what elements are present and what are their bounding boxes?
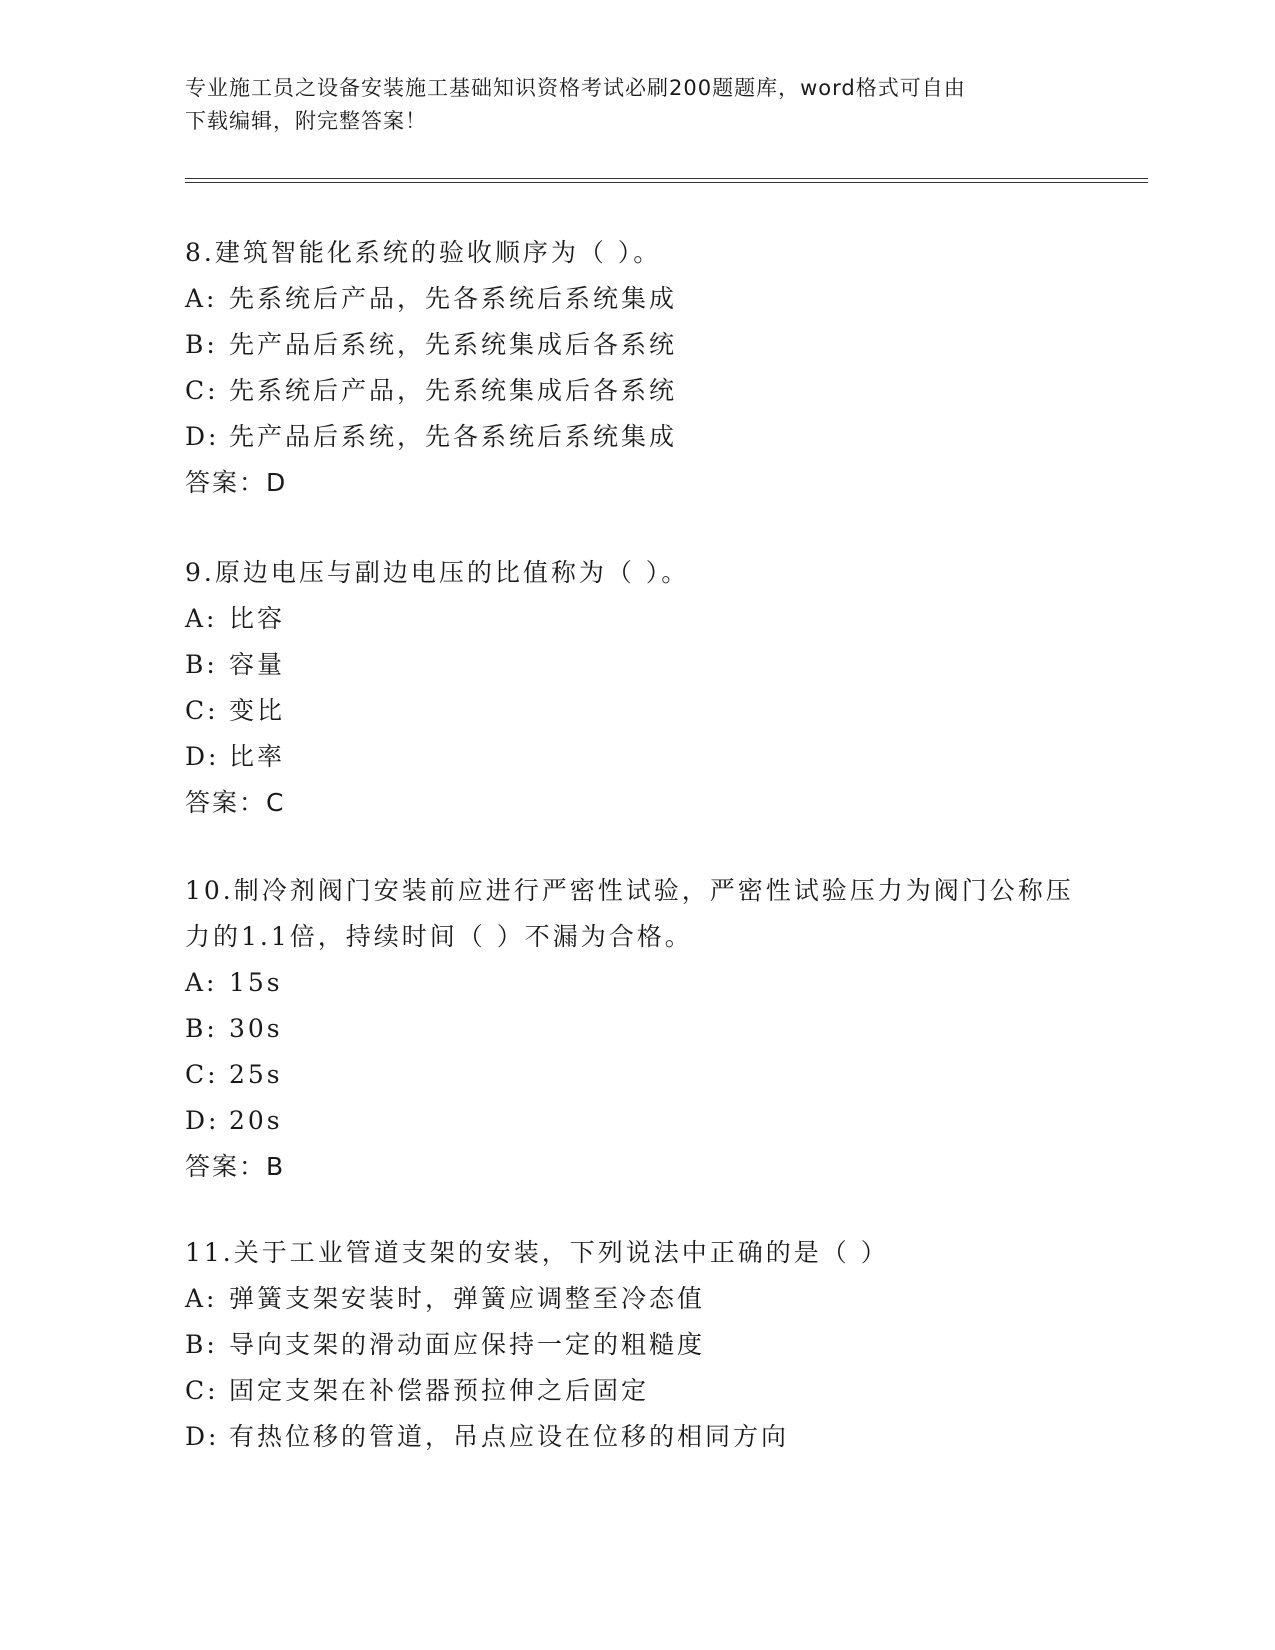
option-letter: B: [185, 330, 218, 359]
question-stem: 9.原边电压与副边电压的比值称为（ ）。 [185, 558, 690, 587]
option-text: 先产品后系统，先各系统后系统集成 [229, 422, 678, 451]
document-header [185, 72, 1085, 138]
option-letter: D: [185, 1422, 220, 1451]
option-a [185, 596, 1085, 642]
option-letter: A: [185, 968, 218, 997]
option-letter: C: [185, 376, 219, 405]
header-line-2: 下载编辑，附完整答案！ [185, 109, 427, 133]
option-letter: D: [185, 422, 220, 451]
question-stem: 8.建筑智能化系统的验收顺序为（ ）。 [185, 238, 662, 267]
option-letter: C: [185, 1060, 219, 1089]
option-c [185, 1368, 1085, 1414]
question-9 [185, 550, 1085, 826]
option-a [185, 1276, 1085, 1322]
option-text: 固定支架在补偿器预拉伸之后固定 [229, 1376, 650, 1405]
option-text: 25s [229, 1060, 283, 1089]
option-text: 弹簧支架安装时，弹簧应调整至冷态值 [229, 1284, 706, 1313]
option-c [185, 688, 1085, 734]
option-letter: A: [185, 284, 218, 313]
option-a [185, 276, 1085, 322]
option-b [185, 642, 1085, 688]
option-text: 15s [229, 968, 283, 997]
question-8 [185, 230, 1085, 506]
header-line-1: 专业施工员之设备安装施工基础知识资格考试必刷200题题库，word格式可自由 [185, 76, 966, 100]
option-text: 先产品后系统，先系统集成后各系统 [229, 330, 678, 359]
question-stem: 10.制冷剂阀门安装前应进行严密性试验，严密性试验压力为阀门公称压力的1.1倍，持续时间（ ）不漏为合格。 [185, 876, 1074, 951]
option-d [185, 734, 1085, 780]
option-letter: D: [185, 742, 220, 771]
option-text: 先系统后产品，先各系统后系统集成 [229, 284, 678, 313]
option-letter: B: [185, 1014, 218, 1043]
header-divider-top [185, 178, 1148, 179]
question-10 [185, 868, 1085, 1190]
answer-line: 答案：D [185, 468, 288, 497]
answer-line: 答案：C [185, 788, 286, 817]
option-text: 30s [229, 1014, 283, 1043]
option-text: 有热位移的管道，吊点应设在位移的相同方向 [229, 1422, 790, 1451]
option-b [185, 1322, 1085, 1368]
option-letter: A: [185, 1284, 218, 1313]
option-d [185, 414, 1085, 460]
answer-line: 答案：B [185, 1152, 286, 1181]
option-letter: B: [185, 650, 218, 679]
option-text: 20s [229, 1106, 283, 1135]
header-divider-bottom [185, 182, 1148, 183]
option-text: 导向支架的滑动面应保持一定的粗糙度 [229, 1330, 706, 1359]
option-letter: D: [185, 1106, 220, 1135]
option-c [185, 1052, 1085, 1098]
option-letter: A: [185, 604, 218, 633]
question-11 [185, 1230, 1085, 1460]
option-text: 变比 [229, 696, 286, 725]
option-text: 比容 [229, 604, 286, 633]
option-d [185, 1414, 1085, 1460]
option-letter: C: [185, 696, 219, 725]
question-stem: 11.关于工业管道支架的安装，下列说法中正确的是（ ） [185, 1238, 889, 1267]
option-letter: B: [185, 1330, 218, 1359]
option-b [185, 322, 1085, 368]
option-text: 比率 [229, 742, 286, 771]
option-b [185, 1006, 1085, 1052]
option-letter: C: [185, 1376, 219, 1405]
option-c [185, 368, 1085, 414]
option-a [185, 960, 1085, 1006]
option-text: 先系统后产品，先系统集成后各系统 [229, 376, 678, 405]
option-text: 容量 [229, 650, 286, 679]
option-d [185, 1098, 1085, 1144]
